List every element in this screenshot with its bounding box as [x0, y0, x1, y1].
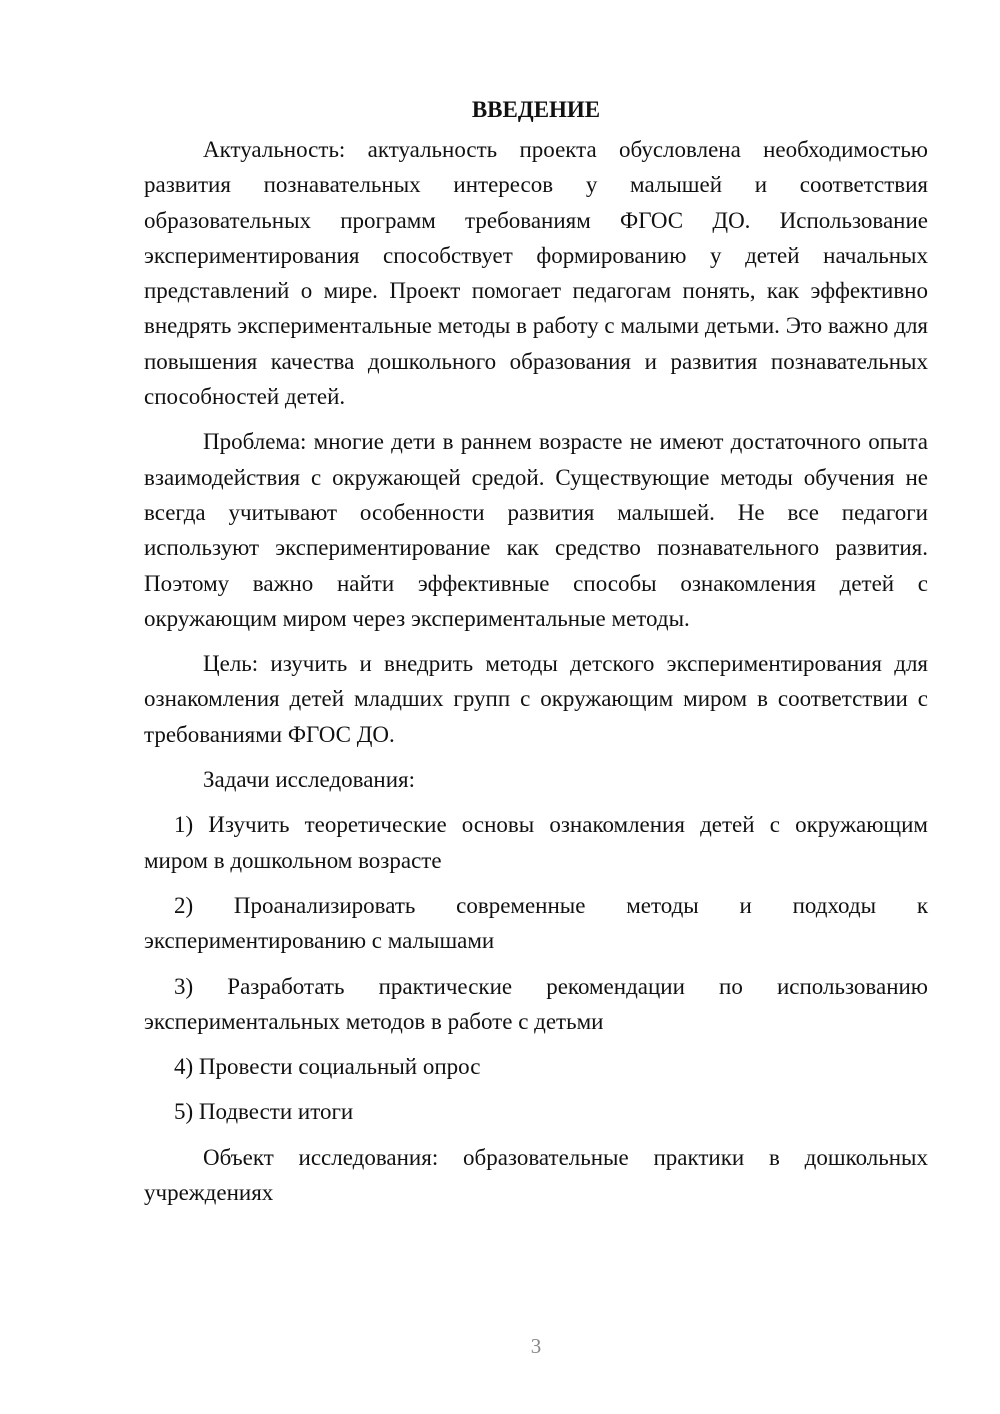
object-paragraph: Объект исследования: образовательные практики в дошкольных учреждениях — [144, 1144, 928, 1206]
relevance-paragraph: Актуальность: актуальность проекта обусловлена необходимостью развития познавательных интересов у малышей и соответствия образовательных программ требованиям ФГОС ДО. Использование экспериментирования способствует формированию у детей начальных представлений о мире. Проект помогает педагогам понять, как эффективно внедрять экспериментальные методы в работу с малыми детьми. Это важно для повышения качества дошкольного образования и развития познавательных способностей детей. — [144, 137, 928, 410]
page-number: 3 — [530, 1334, 542, 1358]
task-item-4: 4) Провести социальный опрос — [174, 1054, 481, 1080]
task-item-5: 5) Подвести итоги — [174, 1099, 354, 1125]
tasks-heading: Задачи исследования: — [203, 767, 416, 793]
task-item-2: 2) Проанализировать современные методы и подходы к экспериментированию с малышами — [144, 892, 928, 954]
goal-paragraph: Цель: изучить и внедрить методы детского экспериментирования для ознакомления детей младших групп с окружающим миром в соответствии с требованиями ФГОС ДО. — [144, 651, 928, 747]
problem-paragraph: Проблема: многие дети в раннем возрасте не имеют достаточного опыта взаимодействия с окружающей средой. Существующие методы обучения не всегда учитывают особенности развития малышей. Не все педагоги используют экспериментирование как средство познавательного развития. Поэтому важно найти эффективные способы ознакомления детей с окружающим миром через экспериментальные методы. — [144, 429, 928, 631]
document-page — [144, 92, 928, 1220]
task-item-3: 3) Разработать практические рекомендации по использованию экспериментальных методов в работе с детьми — [144, 973, 928, 1034]
section-title: ВВЕДЕНИЕ — [471, 97, 601, 122]
task-item-1: 1) Изучить теоретические основы ознакомления детей с окружающим миром в дошкольном возрасте — [144, 812, 928, 873]
